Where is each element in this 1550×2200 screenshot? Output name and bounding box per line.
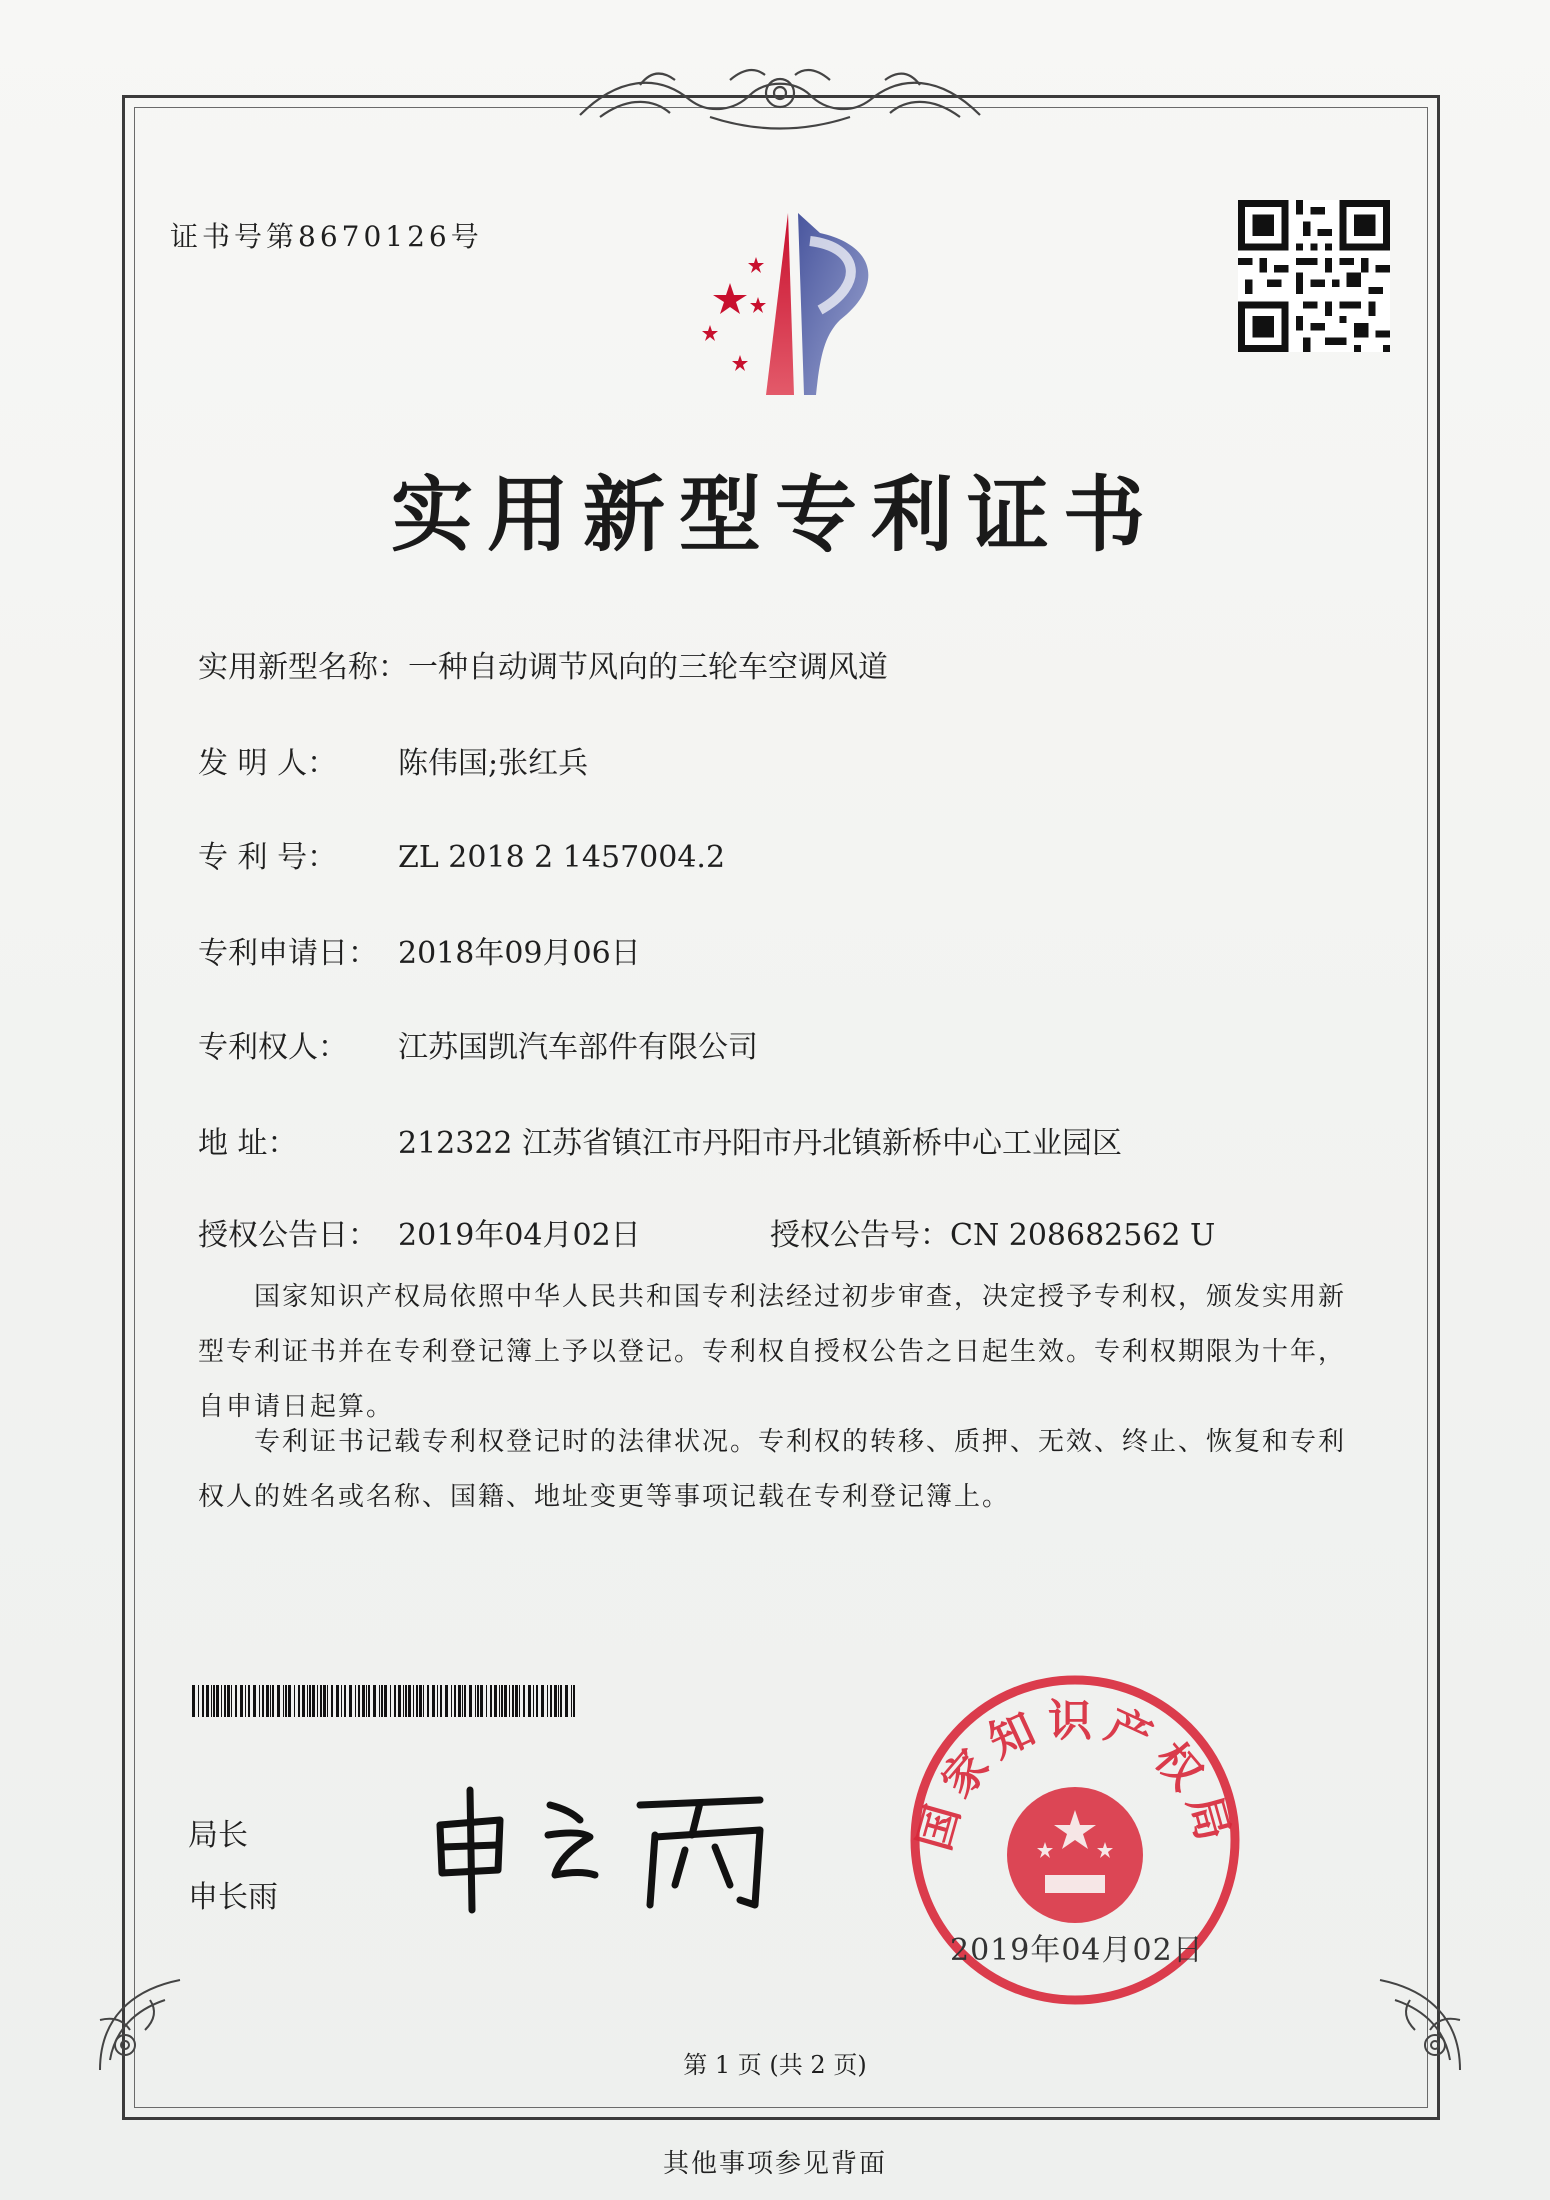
field-label: 授权公告号： xyxy=(770,1218,950,1253)
director-name: 申长雨 xyxy=(188,1880,278,1915)
patentee-field xyxy=(198,1022,758,1066)
seal-text: 国家知识产权局 xyxy=(908,1695,1242,1856)
page-number: 第 1 页 (共 2 页) xyxy=(683,2051,867,2079)
cnipa-logo-icon xyxy=(670,205,910,405)
legal-paragraph: 国家知识产权局依照中华人民共和国专利法经过初步审查，决定授予专利权，颁发实用新型专利证书并在专利登记簿上予以登记。专利权自授权公告之日起生效。专利权期限为十年，自申请日起算。 xyxy=(198,1282,1347,1422)
grant-date-field xyxy=(198,1210,641,1254)
director-signature-icon xyxy=(430,1775,800,1915)
patent-number-field xyxy=(198,832,725,876)
field-value: 212322 江苏省镇江市丹阳市丹北镇新桥中心工业园区 xyxy=(398,1126,1123,1161)
field-value: 一种自动调节风向的三轮车空调风道 xyxy=(408,650,888,685)
legal-paragraph: 专利证书记载专利权登记时的法律状况。专利权的转移、质押、无效、终止、恢复和专利权人的姓名或名称、国籍、地址变更等事项记载在专利登记簿上。 xyxy=(198,1427,1347,1512)
qr-code-icon xyxy=(1238,200,1390,352)
field-value: ZL 2018 2 1457004.2 xyxy=(398,840,726,875)
field-label: 地 址： xyxy=(198,1126,298,1161)
application-date-field xyxy=(198,928,641,972)
grant-publication-number-field xyxy=(770,1210,1215,1254)
director-title: 局长 xyxy=(188,1818,248,1853)
field-label: 专 利 号： xyxy=(198,840,338,875)
field-label: 授权公告日： xyxy=(198,1218,378,1253)
address-field xyxy=(198,1118,1122,1162)
field-value: 江苏国凯汽车部件有限公司 xyxy=(398,1030,758,1065)
top-ornament-icon xyxy=(560,55,1000,145)
field-label: 专利申请日： xyxy=(198,936,378,971)
seal-date: 2019年04月02日 xyxy=(950,1933,1204,1968)
barcode-icon xyxy=(192,1685,576,1717)
field-label: 发 明 人： xyxy=(198,746,338,781)
certificate-title: 实用新型专利证书 xyxy=(390,467,1159,563)
field-value: 2019年04月02日 xyxy=(398,1218,641,1253)
field-value: 2018年09月06日 xyxy=(398,936,641,971)
field-value: CN 208682562 U xyxy=(950,1218,1216,1253)
field-value: 陈伟国;张红兵 xyxy=(398,746,589,781)
utility-model-name-field xyxy=(198,642,888,686)
inventor-field xyxy=(198,738,588,782)
field-label: 专利权人： xyxy=(198,1030,348,1065)
footer-note: 其他事项参见背面 xyxy=(662,2149,887,2179)
certificate-number: 证书号第8670126号 xyxy=(170,220,483,253)
field-label: 实用新型名称： xyxy=(198,650,408,685)
